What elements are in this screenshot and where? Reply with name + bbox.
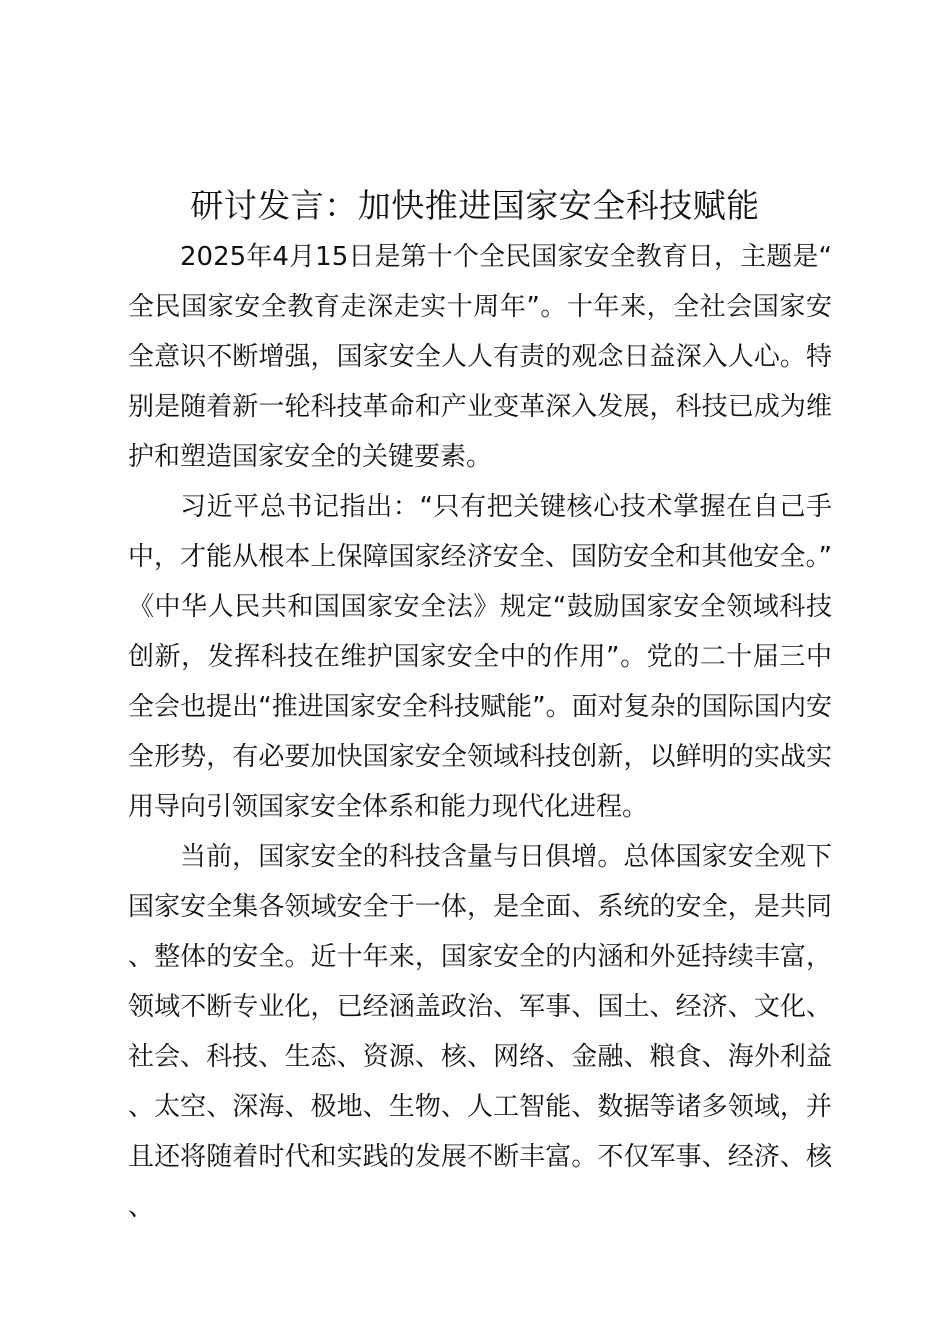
paragraph-1: 2025年4月15日是第十个全民国家安全教育日，主题是“全民国家安全教育走深走实十周年”。十年来，全社会国家安全意识不断增强，国家安全人人有责的观念日益深入人心。特别是随着新一轮科技革命和产业变革深入发展，科技已成为维护和塑造国家安全的关键要素。 <box>128 242 832 472</box>
paragraph-2: 习近平总书记指出：“只有把关键核心技术掌握在自己手中，才能从根本上保障国家经济安全、国防安全和其他安全。”《中华人民共和国国家安全法》规定“鼓励国家安全领域科技创新，发挥科技在维护国家安全中的作用”。党的二十届三中全会也提出“推进国家安全科技赋能”。面对复杂的国际国内安全形势，有必要加快国家安全领域科技创新，以鲜明的实战实用导向引领国家安全体系和能力现代化进程。 <box>128 492 832 822</box>
paragraph-3: 当前，国家安全的科技含量与日俱增。总体国家安全观下国家安全集各领域安全于一体，是全面、系统的安全，是共同、整体的安全。近十年来，国家安全的内涵和外延持续丰富，领域不断专业化，已经涵盖政治、军事、国土、经济、文化、社会、科技、生态、资源、核、网络、金融、粮食、海外利益、太空、深海、极地、生物、人工智能、数据等诸多领域，并且还将随着时代和实践的发展不断丰富。不仅军事、经济、核、 <box>128 842 832 1222</box>
document-title: 研讨发言：加快推进国家安全科技赋能 <box>190 186 760 225</box>
document-body <box>128 232 832 1232</box>
